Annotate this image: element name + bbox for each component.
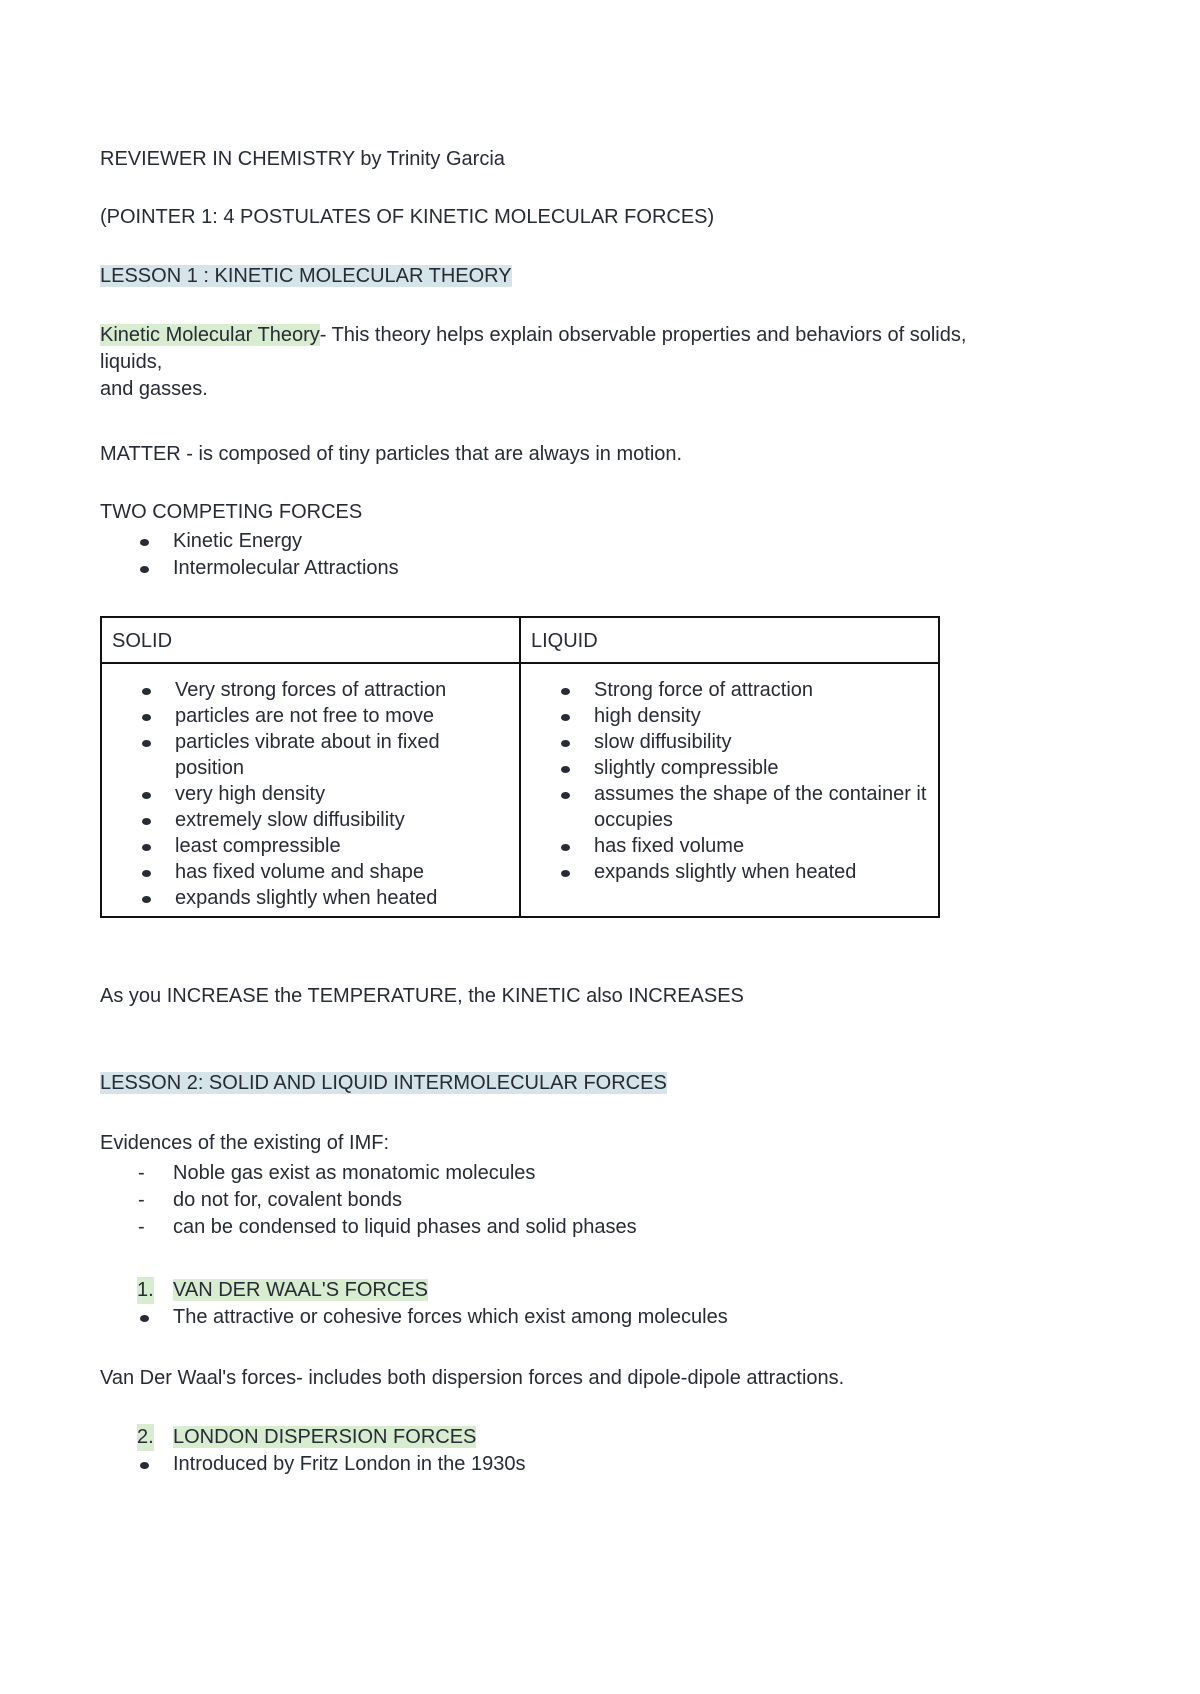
two-forces-list	[100, 528, 1100, 582]
list-item: slightly compressible	[521, 755, 928, 781]
solid-liquid-table	[100, 616, 940, 918]
vdw-bullets	[100, 1304, 1100, 1331]
list-item: has fixed volume	[521, 833, 928, 859]
kmt-definition	[100, 322, 1100, 403]
list-item: - can be condensed to liquid phases and solid phases	[100, 1214, 1100, 1241]
london-title: LONDON DISPERSION FORCES	[173, 1426, 477, 1448]
vdw-note-text: Van Der Waal's forces- includes both dispersion forces and dipole-dipole attractions.	[100, 1367, 845, 1389]
matter-text: MATTER - is composed of tiny particles that are always in motion.	[100, 443, 683, 465]
kmt-term: Kinetic Molecular Theory	[100, 324, 320, 346]
list-item: very high density	[102, 781, 509, 807]
lesson2-heading	[100, 1070, 1100, 1097]
vdw-section	[100, 1277, 1100, 1331]
liquid-properties-list	[521, 677, 928, 885]
liquid-properties-cell	[520, 663, 939, 917]
list-item: has fixed volume and shape	[102, 859, 509, 885]
temperature-note	[100, 983, 1100, 1010]
lesson2-heading-text: LESSON 2: SOLID AND LIQUID INTERMOLECULAR FORCES	[100, 1072, 667, 1094]
list-item: particles vibrate about in fixed position	[102, 729, 509, 781]
two-forces-heading: TWO COMPETING FORCES	[100, 501, 363, 523]
kmt-line-1	[100, 322, 1100, 349]
list-item: Intermolecular Attractions	[100, 555, 1100, 582]
list-item: Introduced by Fritz London in the 1930s	[100, 1451, 1100, 1478]
list-item: high density	[521, 703, 928, 729]
kmt-def-text-1: - This theory helps explain observable properties and behaviors of solids,	[319, 324, 967, 346]
vdw-number: 1.	[137, 1277, 154, 1304]
temperature-note-text: As you INCREASE the TEMPERATURE, the KINETIC also INCREASES	[100, 985, 744, 1007]
evidence-heading: Evidences of the existing of IMF:	[100, 1132, 390, 1154]
table-header-solid: SOLID	[101, 617, 520, 663]
table-header-liquid: LIQUID	[520, 617, 939, 663]
list-item: slow diffusibility	[521, 729, 928, 755]
list-item: expands slightly when heated	[521, 859, 928, 885]
evidence-list	[100, 1160, 1100, 1241]
london-bullets	[100, 1451, 1100, 1478]
table-row	[101, 663, 939, 917]
list-item: Very strong forces of attraction	[102, 677, 509, 703]
list-item: - Noble gas exist as monatomic molecules	[100, 1160, 1100, 1187]
list-item: assumes the shape of the container it occupies	[521, 781, 928, 833]
london-number: 2.	[137, 1424, 154, 1451]
lesson1-heading-text: LESSON 1 : KINETIC MOLECULAR THEORY	[100, 265, 512, 287]
list-item: - do not for, covalent bonds	[100, 1187, 1100, 1214]
london-numbered-heading	[100, 1424, 1100, 1451]
imf-evidence-section	[100, 1130, 1100, 1241]
vdw-numbered-heading	[100, 1277, 1100, 1304]
london-section	[100, 1424, 1100, 1478]
kmt-def-text-3: and gasses.	[100, 378, 208, 400]
title-text: REVIEWER IN CHEMISTRY by Trinity Garcia	[100, 148, 505, 170]
list-item: expands slightly when heated	[102, 885, 509, 911]
list-item: particles are not free to move	[102, 703, 509, 729]
solid-properties-cell	[101, 663, 520, 917]
document-title	[100, 146, 1100, 173]
solid-properties-list	[102, 677, 509, 911]
lesson1-heading	[100, 263, 1100, 290]
two-forces-section	[100, 499, 1100, 582]
table-header-row	[101, 617, 939, 663]
vdw-title: VAN DER WAAL'S FORCES	[173, 1279, 428, 1301]
vdw-note	[100, 1365, 1100, 1392]
pointer-text: (POINTER 1: 4 POSTULATES OF KINETIC MOLECULAR FORCES)	[100, 206, 715, 228]
pointer-line	[100, 204, 1100, 231]
kmt-def-text-2: liquids,	[100, 351, 163, 373]
list-item: extremely slow diffusibility	[102, 807, 509, 833]
list-item: Kinetic Energy	[100, 528, 1100, 555]
matter-definition	[100, 441, 1100, 468]
list-item: least compressible	[102, 833, 509, 859]
list-item: Strong force of attraction	[521, 677, 928, 703]
list-item: The attractive or cohesive forces which exist among molecules	[100, 1304, 1100, 1331]
